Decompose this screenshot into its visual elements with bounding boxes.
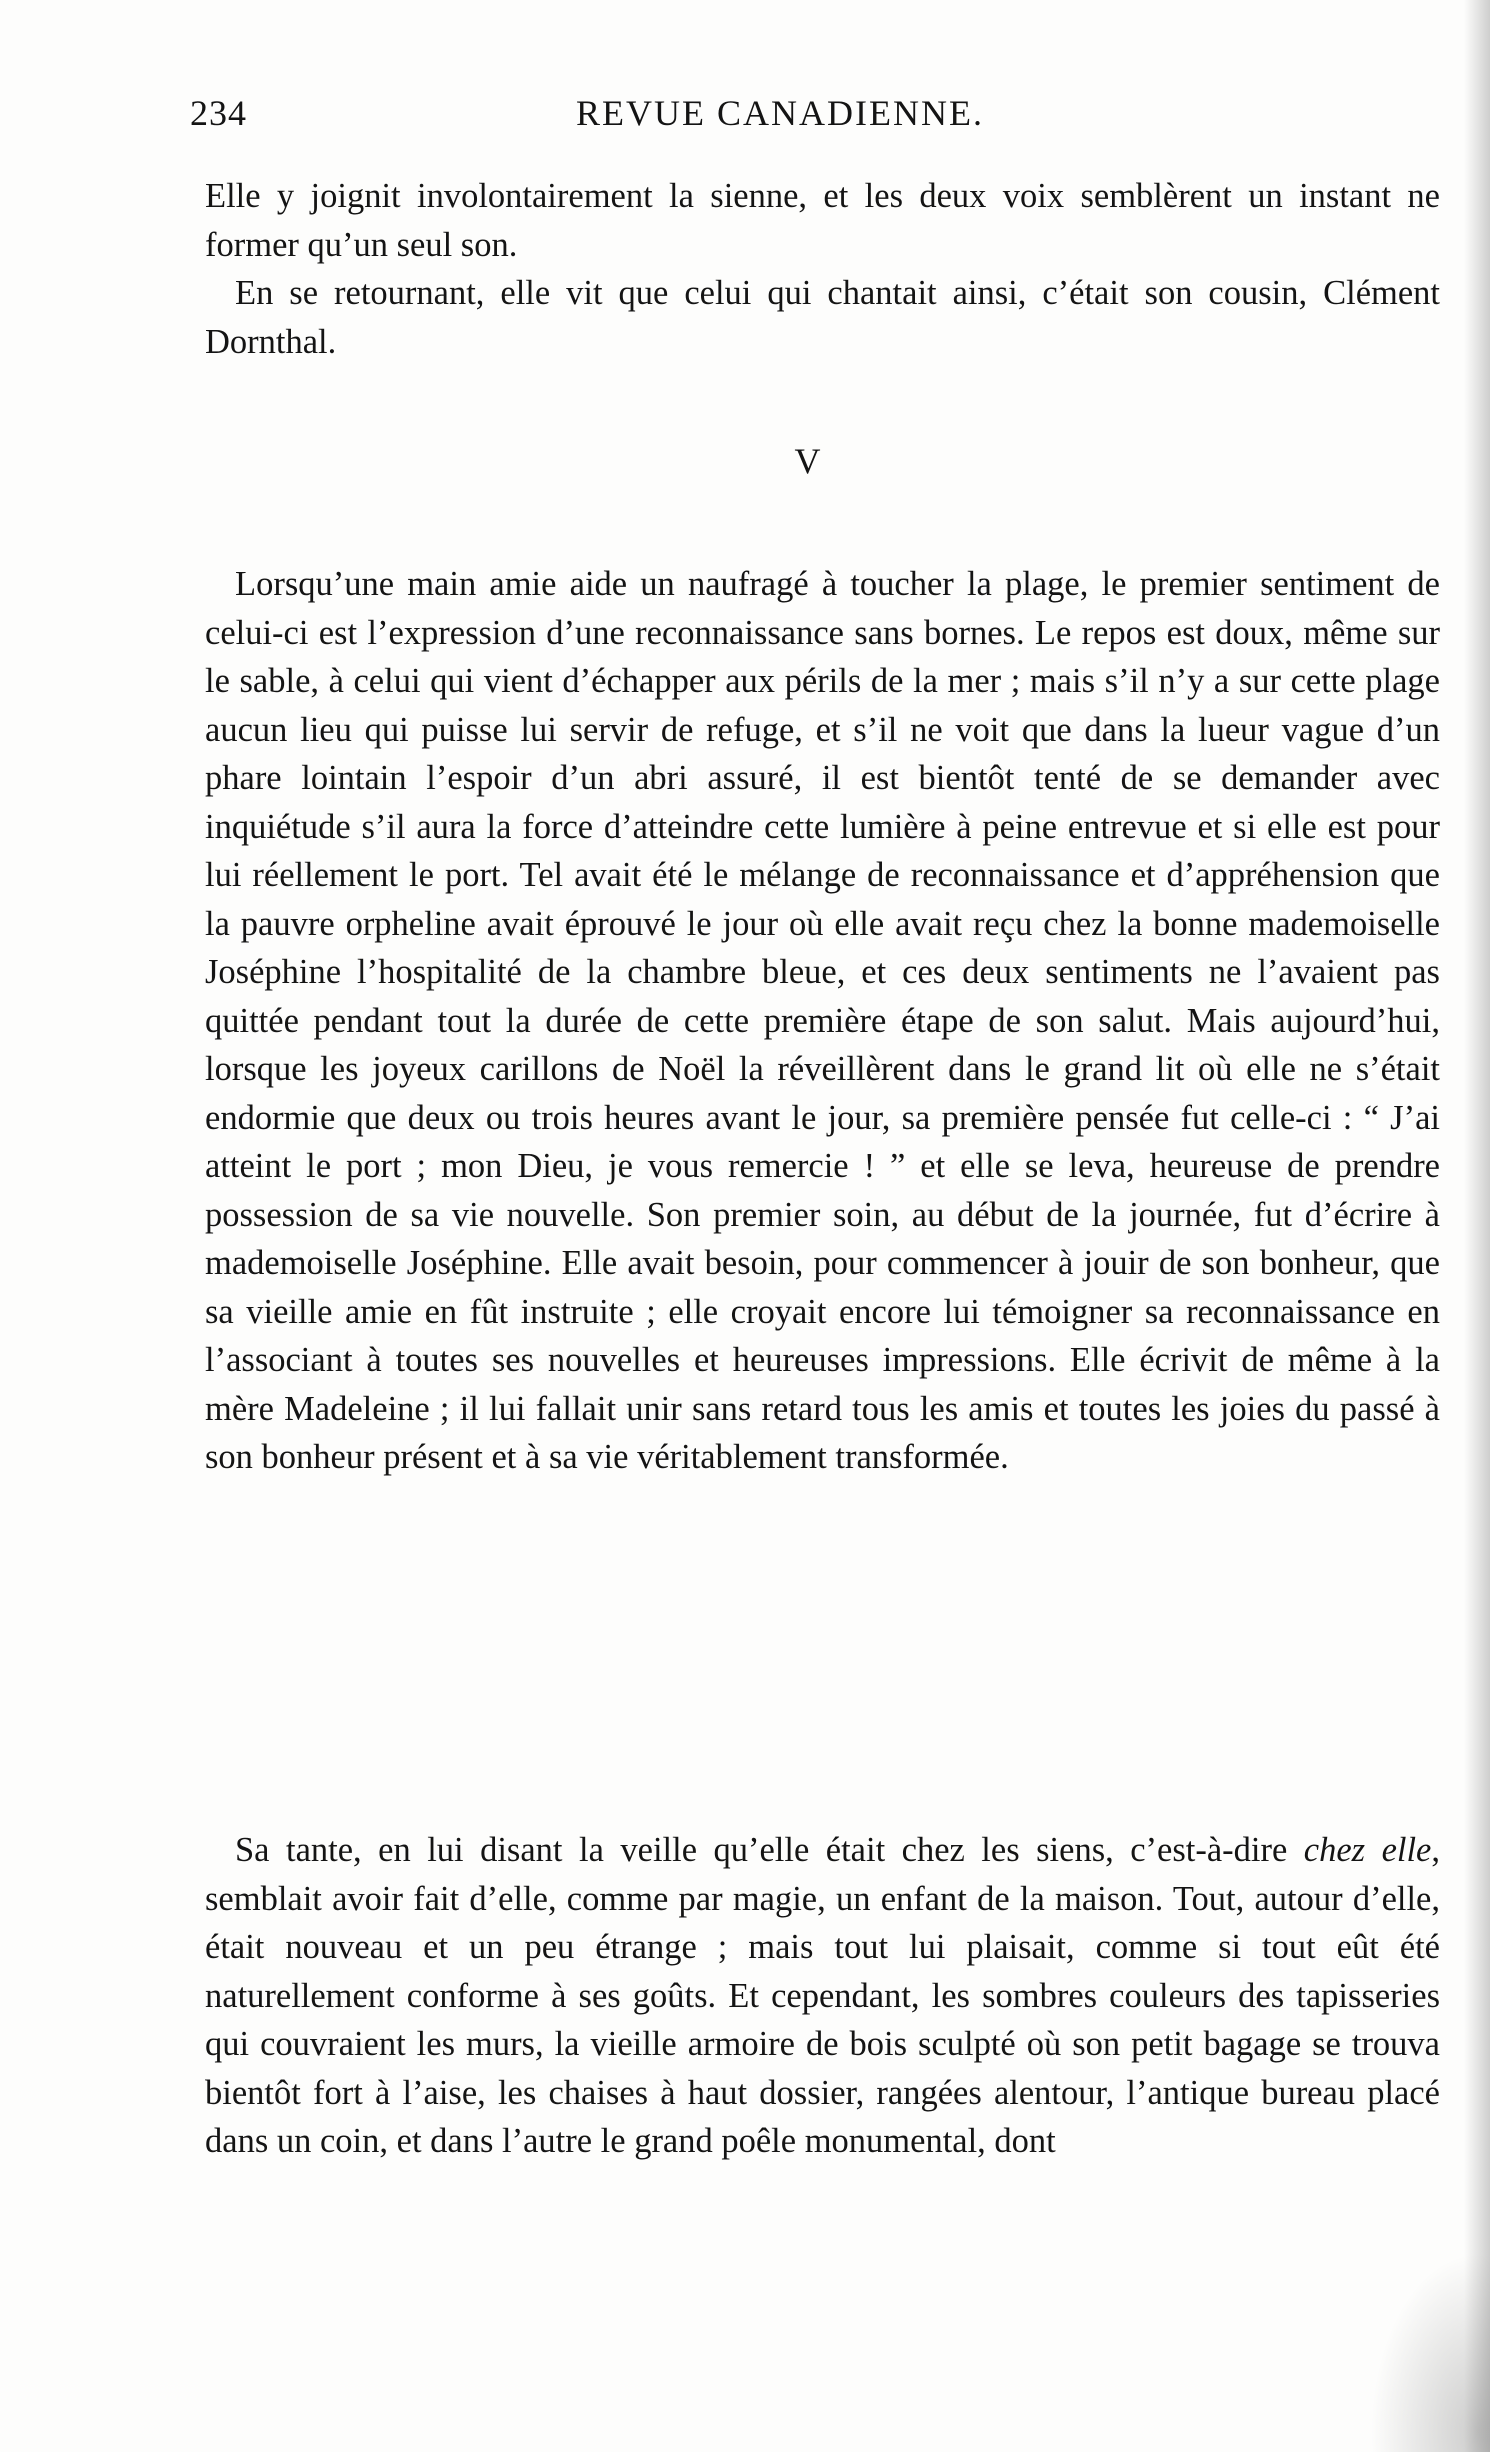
paragraph: Lorsqu’une main amie aide un naufragé à toucher la plage, le premier sentiment de celui-ci est l’expression d’une reconnaissance sans bornes. Le repos est doux, même sur le sable, à celui qui vient d’échapper aux périls de la mer ; mais s’il n’y a sur cette plage aucun lieu qui puisse lui servir de refuge, et s’il ne voit que dans la lueur vague d’un phare lointain l’espoir d’un abri assuré, il est bientôt tenté de se demander avec inquiétude s’il aura la force d’atteindre cette lumière à peine entrevue et si elle est pour lui réellement le port. Tel avait été le mélange de reconnaissance et d’appréhension que la pauvre orpheline avait éprouvé le jour où elle avait reçu chez la bonne mademoiselle Joséphine l’hospitalité de la chambre bleue, et ces deux sentiments ne l’avaient pas quittée pendant tout la durée de cette première étape de son salut. Mais aujourd’hui, lorsque les joyeux carillons de Noël la réveillèrent dans le grand lit où elle ne s’était endormie que deux ou trois heures avant le jour, sa première pensée fut celle-ci : “ J’ai atteint le port ; mon Dieu, je vous remercie ! ” et elle se leva, heureuse de prendre possession de sa vie nouvelle. Son premier soin, au début de la journée, fut d’écrire à mademoiselle Joséphine. Elle avait besoin, pour commencer à jouir de son bonheur, que sa vieille amie en fût instruite ; elle croyait encore lui témoigner sa reconnaissance en l’associant à toutes ses nouvelles et heureuses impressions. Elle écrivit de même à la mère Madeleine ; il lui fallait unir sans retard tous les amis et toutes les joies du passé à son bonheur présent et à sa vie véritablement transformée. <box>205 565 1440 1476</box>
page-number: 234 <box>190 93 247 133</box>
paragraph: Elle y joignit involontairement la sienne, et les deux voix semblèrent un instant ne former qu’un seul son. <box>205 177 1440 264</box>
running-head: REVUE CANADIENNE. <box>576 93 984 133</box>
paragraph-text: , semblait avoir fait d’elle, comme par magie, un enfant de la maison. Tout, autour d’elle, était nouveau et un peu étrange ; mais tout lui plaisait, comme si tout eût été naturellement conforme à ses goûts. Et cependant, les sombres couleurs des tapisseries qui couvraient les murs, la vieille armoire de bois sculpté où son petit bagage se trouva bientôt fort à l’aise, les chaises à haut dossier, rangées alentour, l’antique bureau placé dans un coin, et dans l’autre le grand poêle monumental, dont <box>205 1831 1440 2160</box>
page-header <box>190 92 1370 142</box>
emphasis-text: chez elle <box>1303 1831 1432 1869</box>
page-edge-shadow <box>1464 0 1490 2452</box>
paragraph-text: Sa tante, en lui disant la veille qu’elle était chez les siens, c’est-à-dire <box>235 1831 1304 1869</box>
paragraph: En se retournant, elle vit que celui qui chantait ainsi, c’était son cousin, Clément Dornthal. <box>205 274 1440 361</box>
page-corner-smudge <box>1370 2252 1490 2452</box>
paragraph <box>205 1826 1440 2166</box>
opening-text <box>205 172 1440 366</box>
section-title: V <box>794 441 821 481</box>
body-text-continued <box>205 1826 1440 2166</box>
body-text <box>205 560 1440 1482</box>
